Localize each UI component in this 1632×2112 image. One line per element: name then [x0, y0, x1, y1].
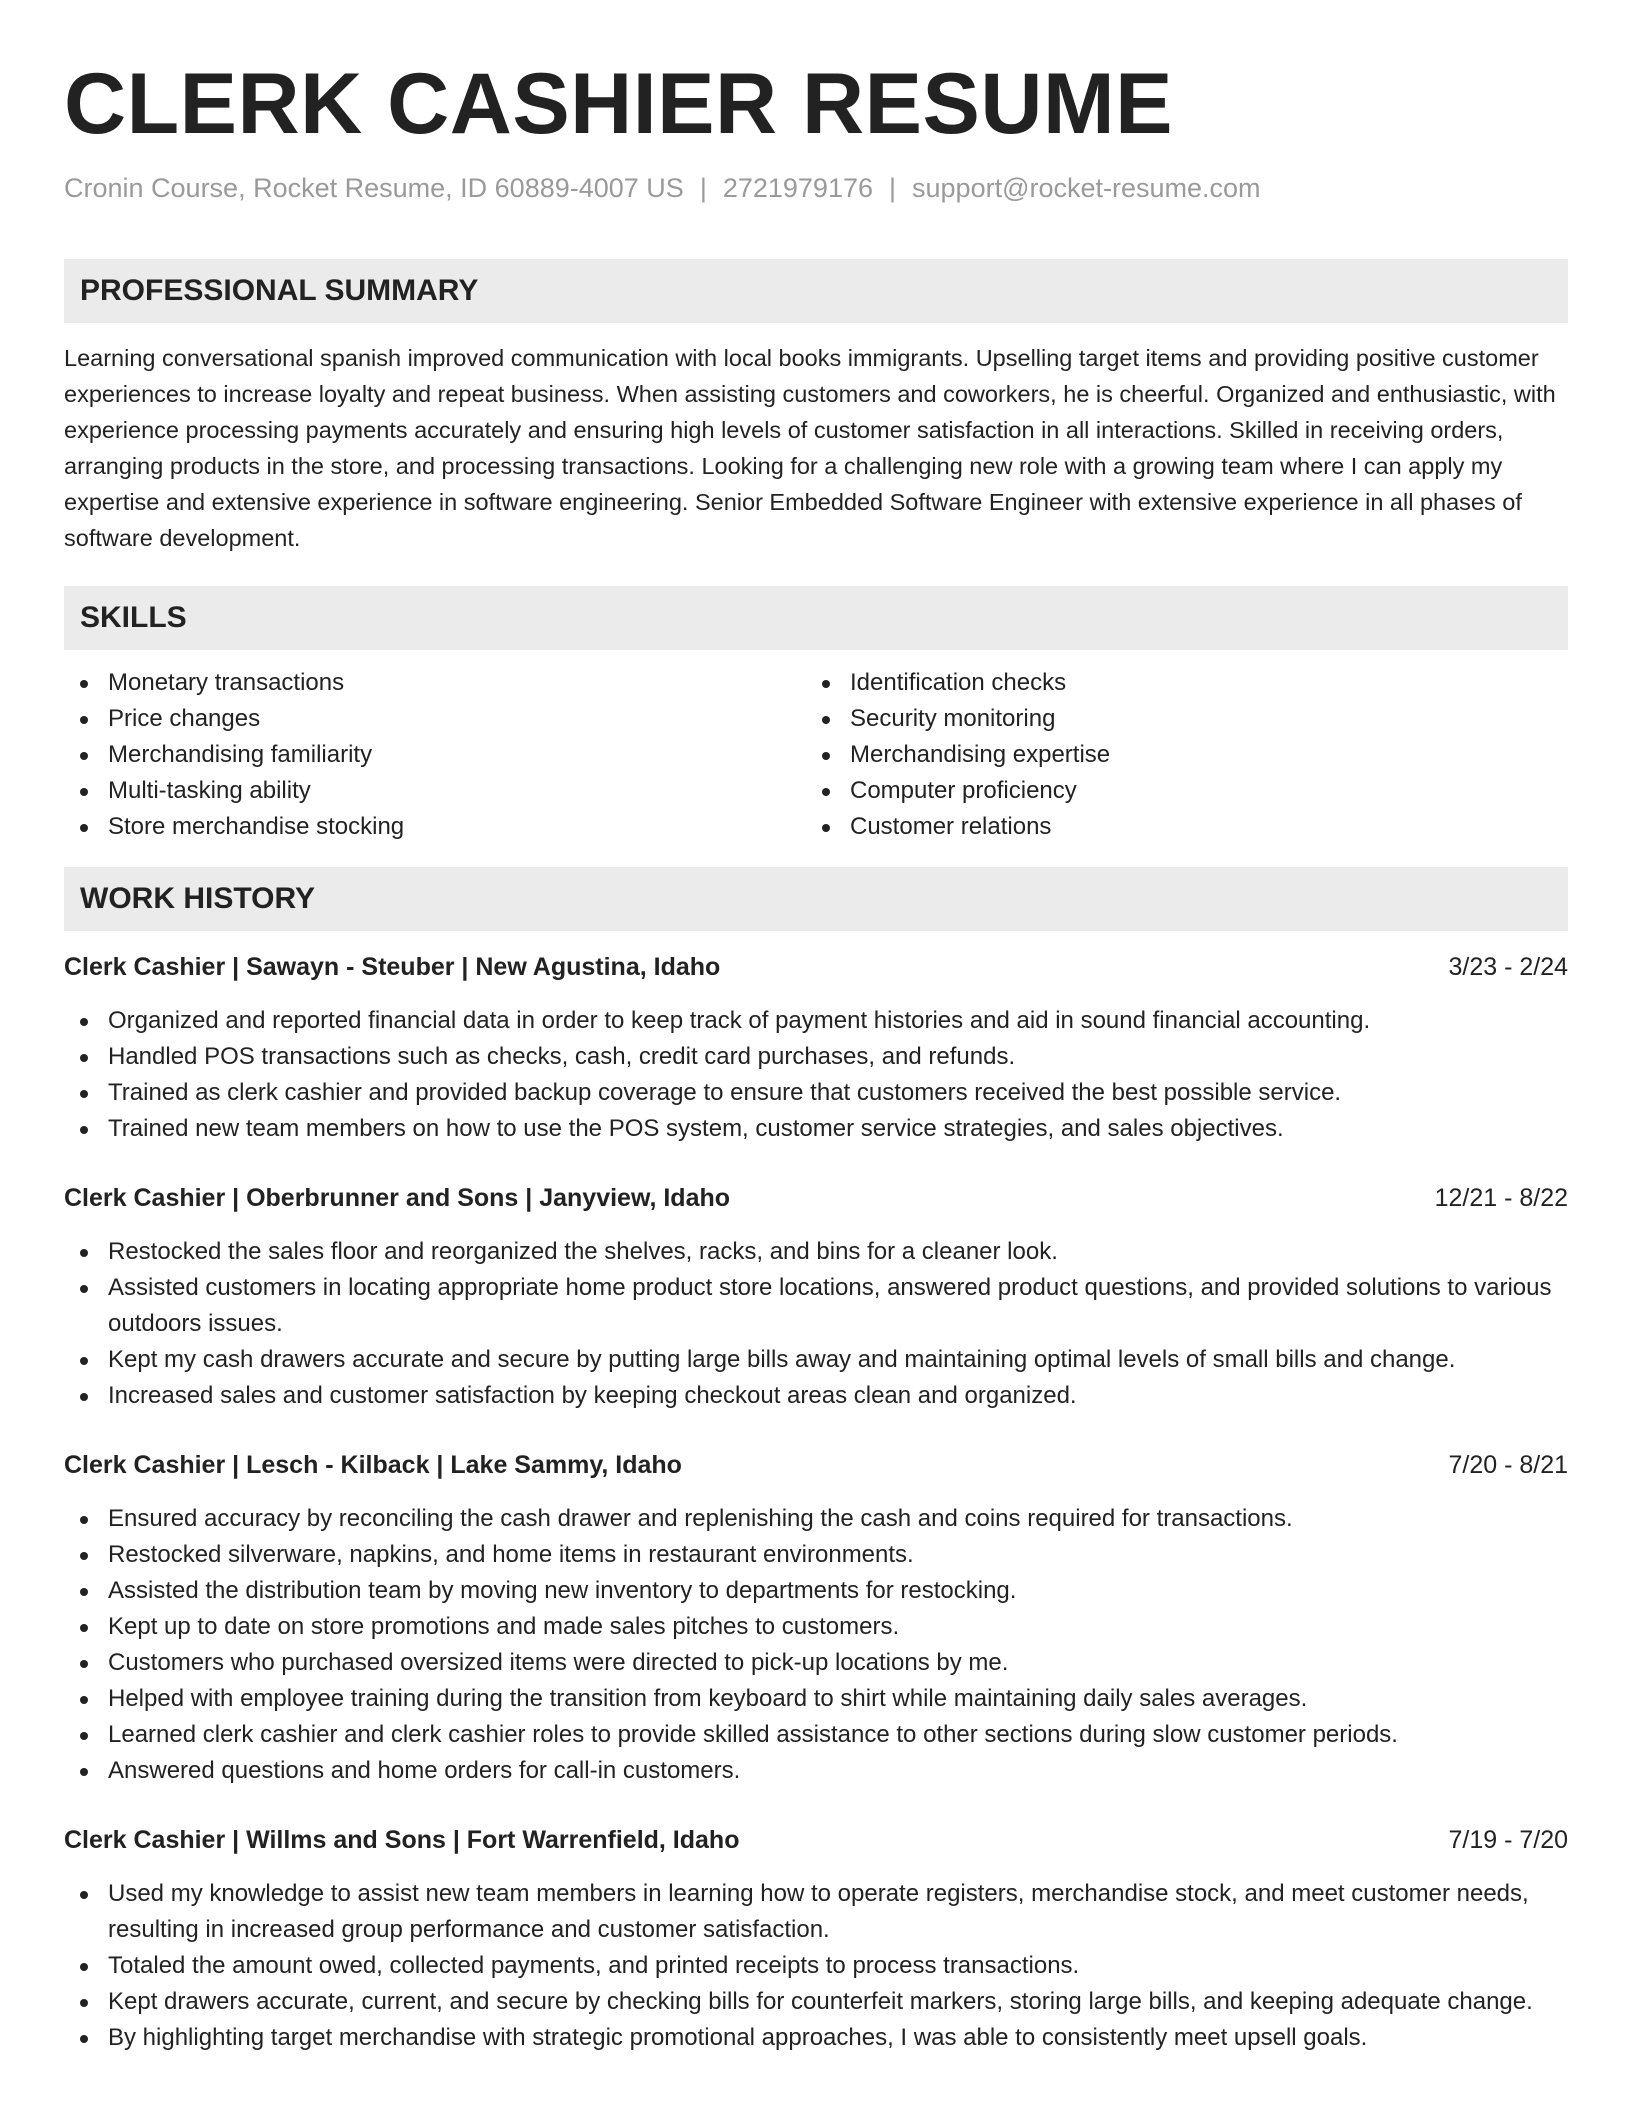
job-bullet: [64, 1645, 1568, 1681]
job-header: [64, 1180, 1568, 1216]
bullet-icon: [80, 1018, 88, 1026]
job-bullet: [64, 1003, 1568, 1039]
bullet-icon: [80, 716, 88, 724]
section-header-summary: PROFESSIONAL SUMMARY: [64, 259, 1568, 323]
job-bullet-text: Trained as clerk cashier and provided backup coverage to ensure that customers received the best possible service.: [108, 1079, 1342, 1106]
contact-phone: 2721979176: [722, 173, 873, 203]
bullet-icon: [822, 680, 830, 688]
skill-item: [806, 665, 1548, 701]
job-bullet: [64, 1075, 1568, 1111]
skills-column-right: [806, 665, 1548, 845]
job-bullet: [64, 1039, 1568, 1075]
skill-item-text: Computer proficiency: [850, 777, 1077, 804]
bullet-icon: [80, 1393, 88, 1401]
job-dates: 12/21 - 8/22: [1434, 1184, 1568, 1212]
bullet-icon: [80, 1516, 88, 1524]
contact-address: Cronin Course, Rocket Resume, ID 60889-4007 US: [64, 173, 684, 203]
job-header: [64, 949, 1568, 985]
job-bullet-text: Used my knowledge to assist new team members in learning how to operate registers, merchandise stock, and meet customer needs, resulting in increased group performance and customer satisfaction.: [108, 1880, 1529, 1943]
bullet-icon: [80, 680, 88, 688]
skill-item-text: Security monitoring: [850, 705, 1056, 732]
job-bullet-text: Customers who purchased oversized items were directed to pick-up locations by me.: [108, 1649, 1009, 1676]
job-bullet-text: Assisted customers in locating appropriate home product store locations, answered product questions, and provided solutions to various outdoors issues.: [108, 1274, 1552, 1337]
job-title: Clerk Cashier | Oberbrunner and Sons | Janyview, Idaho: [64, 1184, 731, 1212]
job-bullet: [64, 1270, 1568, 1342]
bullet-icon: [80, 1660, 88, 1668]
job-bullet: [64, 1681, 1568, 1717]
skill-item: [806, 701, 1548, 737]
job-bullet: [64, 1111, 1568, 1147]
resume-title: CLERK CASHIER RESUME: [64, 56, 1173, 152]
job-bullet-list: [64, 1003, 1568, 1147]
job-title: Clerk Cashier | Lesch - Kilback | Lake Sammy, Idaho: [64, 1451, 682, 1479]
bullet-icon: [80, 1126, 88, 1134]
bullet-icon: [80, 1249, 88, 1257]
skill-item-text: Store merchandise stocking: [108, 813, 405, 840]
job-dates: 7/20 - 8/21: [1448, 1451, 1568, 1479]
job-bullet: [64, 2020, 1568, 2056]
bullet-icon: [80, 752, 88, 760]
skill-item: [64, 665, 806, 701]
contact-line: [64, 170, 1568, 206]
bullet-icon: [80, 1768, 88, 1776]
job-dates: 7/19 - 7/20: [1448, 1826, 1568, 1854]
bullet-icon: [80, 1999, 88, 2007]
job-bullet-list: [64, 1234, 1568, 1414]
job-bullet: [64, 1753, 1568, 1789]
job-bullet-text: Kept my cash drawers accurate and secure by putting large bills away and maintaining optimal levels of small bills and change.: [108, 1346, 1456, 1373]
bullet-icon: [80, 1963, 88, 1971]
bullet-icon: [80, 1090, 88, 1098]
skill-item: [64, 773, 806, 809]
bullet-icon: [80, 1588, 88, 1596]
skill-item-text: Customer relations: [850, 813, 1052, 840]
job-bullet: [64, 1948, 1568, 1984]
skill-item-text: Merchandising familiarity: [108, 741, 373, 768]
job-bullet-text: Trained new team members on how to use the POS system, customer service strategies, and sales objectives.: [108, 1115, 1284, 1142]
bullet-icon: [822, 788, 830, 796]
bullet-icon: [80, 2035, 88, 2043]
job-bullet-text: Handled POS transactions such as checks, cash, credit card purchases, and refunds.: [108, 1043, 1016, 1070]
contact-email: support@rocket-resume.com: [912, 173, 1261, 203]
job-bullet: [64, 1501, 1568, 1537]
job-bullet: [64, 1876, 1568, 1948]
job-bullet-list: [64, 1501, 1568, 1789]
bullet-icon: [80, 1552, 88, 1560]
job-entry: [64, 1447, 1568, 1789]
bullet-icon: [822, 752, 830, 760]
job-bullet-text: By highlighting target merchandise with strategic promotional approaches, I was able to consistently meet upsell goals.: [108, 2024, 1368, 2051]
job-bullet-text: Restocked the sales floor and reorganized the shelves, racks, and bins for a cleaner look.: [108, 1238, 1058, 1265]
job-entry: [64, 1180, 1568, 1414]
job-bullet: [64, 1609, 1568, 1645]
job-bullet-text: Restocked silverware, napkins, and home items in restaurant environments.: [108, 1541, 914, 1568]
bullet-icon: [822, 824, 830, 832]
skill-item-text: Identification checks: [850, 669, 1067, 696]
contact-separator: |: [889, 173, 897, 203]
job-title: Clerk Cashier | Willms and Sons | Fort Warrenfield, Idaho: [64, 1826, 740, 1854]
job-header: [64, 1822, 1568, 1858]
job-header: [64, 1447, 1568, 1483]
work-history-list: [64, 949, 1568, 2056]
job-title: Clerk Cashier | Sawayn - Steuber | New Agustina, Idaho: [64, 953, 721, 981]
job-bullet-text: Learned clerk cashier and clerk cashier roles to provide skilled assistance to other sections during slow customer periods.: [108, 1721, 1398, 1748]
job-bullet-text: Kept up to date on store promotions and made sales pitches to customers.: [108, 1613, 900, 1640]
job-bullet-text: Increased sales and customer satisfaction by keeping checkout areas clean and organized.: [108, 1382, 1077, 1409]
job-bullet-text: Ensured accuracy by reconciling the cash drawer and replenishing the cash and coins required for transactions.: [108, 1505, 1293, 1532]
section-header-skills: SKILLS: [64, 586, 1568, 650]
bullet-icon: [80, 788, 88, 796]
job-bullet-text: Answered questions and home orders for call-in customers.: [108, 1757, 741, 1784]
skill-item-text: Price changes: [108, 705, 261, 732]
job-bullet-list: [64, 1876, 1568, 2056]
skill-item: [64, 737, 806, 773]
skill-item-text: Monetary transactions: [108, 669, 345, 696]
bullet-icon: [822, 716, 830, 724]
job-bullet: [64, 1537, 1568, 1573]
job-bullet-text: Kept drawers accurate, current, and secure by checking bills for counterfeit markers, storing large bills, and keeping adequate change.: [108, 1988, 1533, 2015]
job-bullet-text: Totaled the amount owed, collected payments, and printed receipts to process transactions.: [108, 1952, 1080, 1979]
skill-item: [806, 737, 1548, 773]
bullet-icon: [80, 1357, 88, 1365]
job-dates: 3/23 - 2/24: [1448, 953, 1568, 981]
job-bullet: [64, 1717, 1568, 1753]
skills-grid: [64, 665, 1568, 845]
bullet-icon: [80, 1624, 88, 1632]
section-header-work-history: WORK HISTORY: [64, 867, 1568, 931]
job-entry: [64, 949, 1568, 1147]
job-bullet-text: Organized and reported financial data in order to keep track of payment histories and aid in sound financial accounting.: [108, 1007, 1371, 1034]
job-bullet-text: Assisted the distribution team by moving new inventory to departments for restocking.: [108, 1577, 1017, 1604]
job-bullet: [64, 1378, 1568, 1414]
skill-item-text: Merchandising expertise: [850, 741, 1111, 768]
contact-separator: |: [699, 173, 707, 203]
skill-item: [64, 809, 806, 845]
skill-item: [806, 809, 1548, 845]
job-bullet-text: Helped with employee training during the transition from keyboard to shirt while maintaining daily sales averages.: [108, 1685, 1308, 1712]
skill-item: [806, 773, 1548, 809]
job-entry: [64, 1822, 1568, 2056]
bullet-icon: [80, 1696, 88, 1704]
resume-page: [64, 48, 1568, 2056]
skills-column-left: [64, 665, 806, 845]
skill-item-text: Multi-tasking ability: [108, 777, 311, 804]
bullet-icon: [80, 1054, 88, 1062]
bullet-icon: [80, 1891, 88, 1899]
bullet-icon: [80, 1732, 88, 1740]
bullet-icon: [80, 1285, 88, 1293]
skill-item: [64, 701, 806, 737]
bullet-icon: [80, 824, 88, 832]
summary-text: Learning conversational spanish improved communication with local books immigrants. Upselling target items and providing positive customer experiences to increase loyalty and repeat business. When assisting customers and coworkers, he is cheerful. Organized and enthusiastic, with experience processing payments accurately and ensuring high levels of customer satisfaction in all interactions. Skilled in receiving orders, arranging products in the store, and processing transactions. Looking for a challenging new role with a growing team where I can apply my expertise and extensive experience in software engineering. Senior Embedded Software Engineer with extensive experience in all phases of software development.: [64, 345, 1556, 551]
job-bullet: [64, 1234, 1568, 1270]
job-bullet: [64, 1984, 1568, 2020]
job-bullet: [64, 1342, 1568, 1378]
job-bullet: [64, 1573, 1568, 1609]
